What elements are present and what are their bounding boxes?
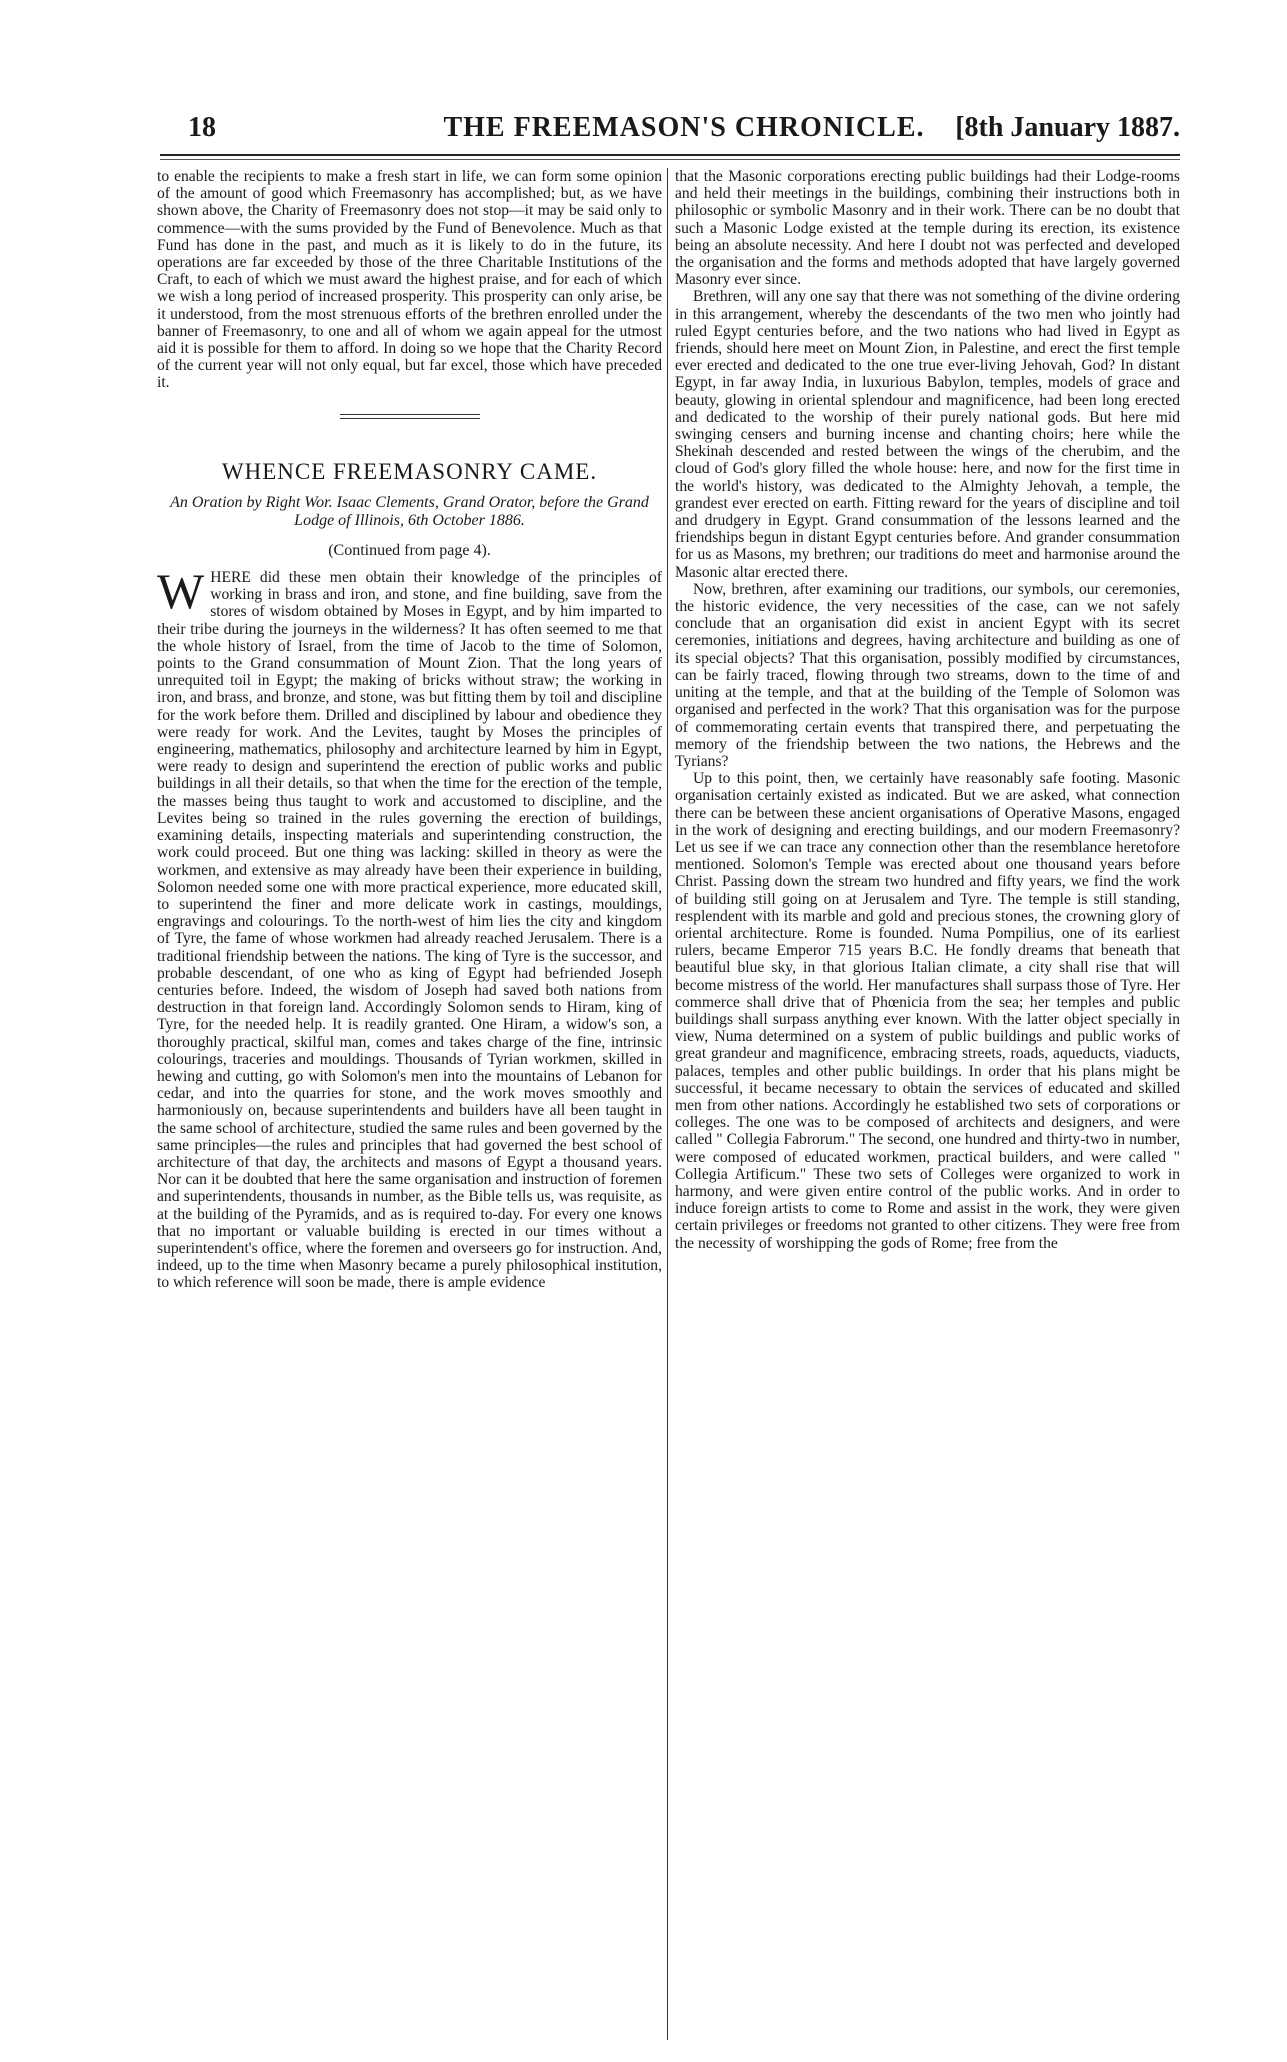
right-paragraph: that the Masonic corporations erecting public buildings had their Lodge-rooms and held their meetings in the buildings, combining their instructions both in philosophic or symbolic Masonry and in their work. There can be no doubt that such a Masonic Lodge existed at the temple during its erection, its existence being an absolute necessity. And here I doubt not was perfected and developed the organisation and the forms and methods adopted that have largely governed Masonry ever since. [675, 168, 1180, 289]
right-paragraph: Up to this point, then, we certainly have reasonably safe footing. Masonic organisation certainly existed as indicated. But we are asked, what connection there can be between these ancient organisations of Operative Masons, engaged in the work of designing and erecting buildings, and our modern Freemasonry? Let us see if we can trace any connection other than the resemblance heretofore mentioned. Solomon's Temple was erected about one thousand years before Christ. Passing down the stream two hundred and fifty years, we find the work of building still going on at Jerusalem and Tyre. The temple is still standing, resplendent with its marble and gold and precious stones, the crowning glory of oriental architecture. Rome is founded. Numa Pompilius, one of its earliest rulers, became Emperor 715 years B.C. He fondly dreams that beneath that beautiful blue sky, in that glorious Italian climate, a city shall rise that will become mistress of the world. Her manufactures shall surpass those of Tyre. Her commerce shall drive that of Phœnicia from the sea; her temples and public buildings shall surpass anything ever known. With the latter object specially in view, Numa determined on a system of public buildings and public works of great grandeur and magnificence, embracing streets, roads, aqueducts, viaducts, palaces, temples and other public buildings. In order that his plans might be successful, it became necessary to obtain the services of educated and skilled men from other nations. Accordingly he established two sets of corporations or colleges. The one was to be composed of architects and designers, and were called " Collegia Fabrorum." The second, one hundred and thirty-two in number, were composed of educated workmen, practical builders, and were called " Collegia Artificum." These two sets of Colleges were organized to work in harmony, and were given entire control of the public works. And in order to induce foreign artists to come to Rome and assist in the work, they were given certain privileges or freedoms not granted to other citizens. They were free from the necessity of worshipping the gods of Rome; free from the [675, 770, 1180, 1252]
article-title: WHENCE FREEMASONRY CAME. [221, 458, 598, 484]
header-rule-thin [160, 159, 1180, 160]
masthead-title: THE FREEMASON'S CHRONICLE. [443, 112, 925, 143]
right-paragraph: Now, brethren, after examining our traditions, our symbols, our ceremonies, the historic evidence, the very necessities of the case, can we not safely conclude that an organisation did exist in ancient Egypt with its secret ceremonies, initiations and degrees, having architecture and building as one of its special objects? That this organisation, possibly modified by circumstances, can be fairly traced, flowing through two streams, down to the time of and uniting at the temple, and that at the building of the Temple of Solomon was organised and perfected in the work? That this organisation was for the purpose of commemorating certain events that transpired there, and perpetuating the memory of the friendship between the two nations, the Hebrews and the Tyrians? [675, 580, 1180, 770]
opening-text: HERE did these men obtain their knowledge of the principles of working in brass and iron, and stone, and fine building, save from the stores of wisdom obtained by Moses in Egypt, and by him imparted to their tribe during the journeys in the wilderness? It has often seemed to me that the whole history of Israel, from the time of Jacob to the time of Solomon, points to the Grand consummation of Mount Zion. That the long years of unrequited toil in Egypt; the making of bricks without straw; the working in iron, and brass, and bronze, and stone, was but fitting them by toil and discipline for the work before them. Drilled and disciplined by labour and obedience they were ready for work. And the Levites, taught by Moses the principles of engineering, mathematics, philosophy and architecture learned by him in Egypt, were ready to design and superintend the erection of public works and public buildings in all their details, so that when the time for the erection of the temple, the masses being thus taught to work and accustomed to discipline, and the Levites being so trained in the rules governing the erection of buildings, examining details, inspecting materials and superintending construction, the work could proceed. But one thing was lacking: skilled in theory as were the workmen, and extensive as may already have been their experience in building, Solomon needed some one with more practical experience, more educated skill, to superintend the finer and more delicate work in castings, mouldings, engravings and colourings. To the north-west of him lies the city and kingdom of Tyre, the fame of whose workmen had already reached Jerusalem. There is a traditional friendship between the nations. The king of Tyre is the successor, and probable descendant, of one who as king of Egypt had befriended Joseph centuries before. Indeed, the wisdom of Joseph had saved both nations from destruction in that foreign land. Accordingly Solomon sends to Hiram, king of Tyre, for the needed help. It is readily granted. One Hiram, a widow's son, a thoroughly practical, skilful man, comes and takes charge of the fine, intrinsic colourings, traceries and mouldings. Thousands of Tyrian workmen, skilled in hewing and cutting, go with Solomon's men into the mountains of Lebanon for cedar, and into the quarries for stone, and the work moves smoothly and harmoniously on, because superintendents and builders have all been taught in the same school of architecture, studied the same rules and been governed by the same principles—the rules and principles that had governed the best school of architecture of that day, the architects and masons of Egypt a thousand years. Nor can it be doubted that here the same organisation and instruction of foremen and superintendents, thousands in number, as the Bible tells us, was requisite, as at the building of the Pyramids, and as is required to-day. For every one knows that no important or valuable building is erected in our times without a superintendent's office, where the foremen and overseers go for instruction. And, indeed, up to the time when Masonry became a purely philosophical institution, to which reference will soon be made, there is ample evidence [157, 569, 662, 1292]
drop-cap: W [157, 563, 205, 620]
article-opening-paragraph [157, 563, 662, 1292]
left-column [157, 168, 662, 1292]
article-subtitle: An Oration by Right Wor. Isaac Clements, Grand Orator, before the Grand Lodge of Illinois, 6th October 1886. [170, 493, 649, 529]
right-paragraph: Brethren, will any one say that there was not something of the divine ordering in this arrangement, whereby the descendants of the two men who jointly had ruled Egypt centuries before, and the two nations who had lived in Egypt as friends, should here meet on Mount Zion, in Palestine, and erect the first temple ever erected and dedicated to the one true ever-living Jehovah, God? In distant Egypt, in far away India, in luxurious Babylon, temples, models of grace and beauty, glowing in oriental splendour and magnificence, had been long erected and dedicated to the worship of their purely national gods. But here mid swinging censers and burning incense and chanting choirs; here while the Shekinah descended and rested between the wings of the cherubim, and the cloud of God's glory filled the whole house: here, and now for the first time in the world's history, was dedicated to the Almighty Jehovah, a temple, the grandest ever erected on earth. Fitting reward for the years of discipline and toil and drudgery in Egypt. Grand consummation of the lessons learned and the friendships begun in distant Egypt centuries before. And grander consummation for us as Masons, my brethren; our traditions do meet and harmonise around the Masonic altar erected there. [675, 288, 1180, 581]
right-column [675, 168, 1180, 1252]
page-header [188, 112, 1180, 152]
issue-date: [8th January 1887. [955, 112, 1180, 143]
header-rule [160, 154, 1180, 156]
continued-note: (Continued from page 4). [328, 541, 491, 559]
column-divider [667, 168, 668, 2040]
charity-closing-paragraph: to enable the recipients to make a fresh start in life, we can form some opinion of the amount of good which Freemasonry has accomplished; but, as we have shown above, the Charity of Freemasonry does not stop—it may be said only to commence—with the sums provided by the Fund of Benevolence. Much as that Fund has done in the past, and much as it is likely to do in the future, its operations are far exceeded by those of the three Charitable Institutions of the Craft, to each of which we must award the highest praise, and for each of which we wish a long period of increased prosperity. This prosperity can only arise, be it understood, from the most strenuous efforts of the brethren enrolled under the banner of Freemasonry, to one and all of whom we again appeal for the utmost aid it is possible for them to afford. In doing so we hope that the Charity Record of the current year will not only equal, but far excel, those which have preceded it. [157, 168, 662, 392]
page-number: 18 [188, 112, 216, 143]
section-divider [340, 414, 480, 419]
